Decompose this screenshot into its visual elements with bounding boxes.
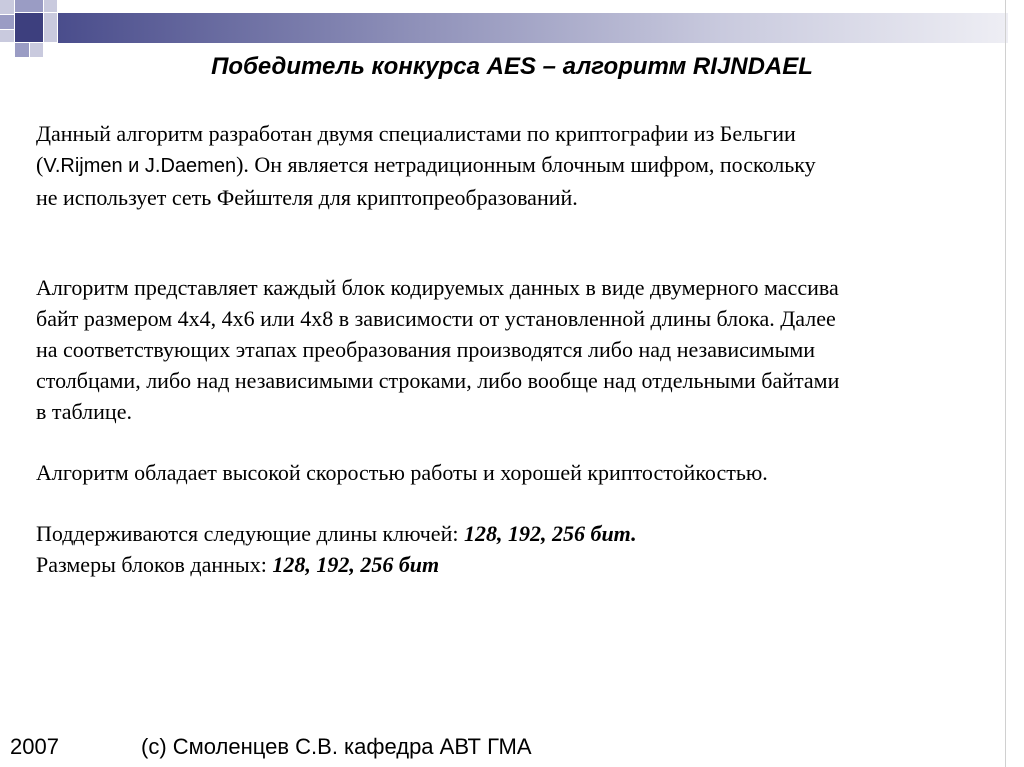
text-line: Алгоритм обладает высокой скоростью работы и хорошей криптостойкостью. [36,460,768,485]
deco-square [0,30,14,42]
paragraph-speed [36,457,996,488]
footer-year: 2007 [10,734,59,759]
header-gradient-bar [58,13,1008,43]
right-border-line [1005,0,1006,767]
paragraph-sizes [36,518,996,580]
paragraph-authors [36,118,996,213]
deco-square [44,13,57,42]
deco-square [0,0,14,14]
text-fragment: ). Он является нетрадиционным блочным шифром, поскольку [236,152,816,177]
key-lengths-values: 128, 192, 256 бит. [463,521,637,546]
author-names: V.Rijmen и J.Daemen [43,155,237,177]
text-line: в таблице. [36,399,132,424]
block-sizes-values: 128, 192, 256 бит [272,552,440,577]
deco-square [0,15,14,29]
paragraph-structure [36,272,996,427]
slide-title: Победитель конкурса AES – алгоритм RIJNDAEL [211,53,813,80]
deco-square [15,13,43,42]
block-sizes-line [36,549,996,580]
deco-square [15,0,43,12]
text-line: на соответствующих этапах преобразования производятся либо над независимыми [36,337,816,362]
deco-square [44,0,57,12]
footer-credit: (с) Смоленцев С.В. кафедра АВТ ГМА [141,734,532,759]
text-fragment: ( [36,152,44,177]
text-line [36,149,996,182]
key-lengths-line [36,518,996,549]
text-line: байт размером 4х4, 4х6 или 4х8 в зависимости от установленной длины блока. Далее [36,306,836,331]
text-line: Алгоритм представляет каждый блок кодируемых данных в виде двумерного массива [36,275,839,300]
text-line: столбцами, либо над независимыми строками, либо вообще над отдельными байтами [36,368,840,393]
block-sizes-label: Размеры блоков данных: [36,552,273,577]
key-lengths-label: Поддерживаются следующие длины ключей: [36,521,464,546]
text-line: не использует сеть Фейштеля для криптопреобразований. [36,185,578,210]
text-line: Данный алгоритм разработан двумя специалистами по криптографии из Бельгии [36,121,796,146]
